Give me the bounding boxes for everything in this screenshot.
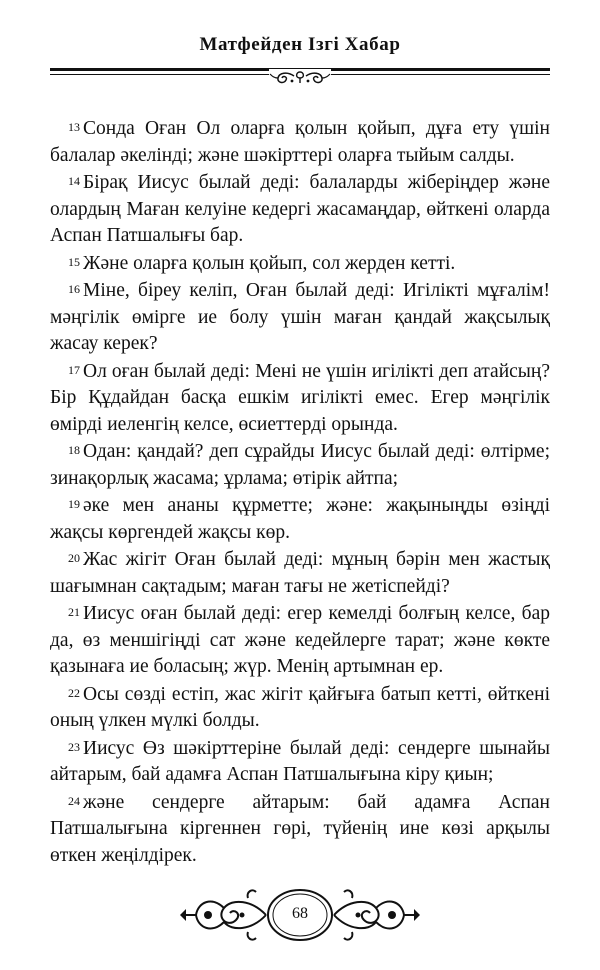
verse: [50, 251, 550, 278]
verse-number: 21: [68, 605, 80, 619]
verse: [50, 116, 550, 169]
verse: [50, 170, 550, 250]
verse-number: 14: [68, 174, 80, 188]
verse-number: 13: [68, 120, 80, 134]
verse-number: 16: [68, 282, 80, 296]
verse-number: 17: [68, 362, 80, 377]
verse-text-body: [50, 116, 550, 870]
verse-text: Иисус оған былай деді: егер кемелді болғың келсе, бар да, өз меншігіңді сат және кедейлерге тарат; және көкте қазынаға ие боласың; жүр. Менің артымнан ер.: [50, 603, 550, 677]
header-ornament-icon: [269, 69, 331, 87]
verse-text: Және оларға қолын қойып, сол жерден кетті.: [83, 252, 456, 274]
verse-text: және сендерге айтарым: бай адамға Аспан Патшалығына кіргеннен гөрі, түйенің ине көзі арқылы өткен жеңілдірек.: [50, 791, 550, 866]
verse: [50, 790, 550, 870]
verse: [50, 601, 550, 681]
verse: [50, 278, 550, 358]
running-header: Матфейден Ізгі Хабар: [199, 34, 401, 55]
verse-number: 22: [68, 685, 80, 700]
verse-text: Осы сөзді естіп, жас жігіт қайғыға батып кетті, өйткені оның үлкен мүлкі болды.: [50, 683, 550, 731]
verse-text: Одан: қандай? деп сұрайды Иисус былай деді: өлтірме; зинақорлық жасама; ұрлама; өтірік айтпа;: [50, 441, 550, 489]
verse-number: 20: [68, 551, 80, 565]
verse-number: 24: [68, 793, 80, 808]
verse: [50, 493, 550, 546]
verse: [50, 359, 550, 439]
verse-number: 19: [68, 497, 80, 511]
verse: [50, 682, 550, 735]
verse-text: Ол оған былай деді: Мені не үшін игілікті деп атайсың? Бір Құдайдан басқа ешкім игілікті емес. Егер мәңгілік өмірді иеленгің келсе, өсиеттерді орында.: [50, 360, 550, 435]
verse-text: әке мен ананы құрметте; және: жақыныңды өзіңді жақсы көргендей жақсы көр.: [50, 495, 550, 543]
verse-text: Иисус Өз шәкірттеріне былай деді: сендерге шынайы айтарым, бай адамға Аспан Патшалығына кіру қиын;: [50, 737, 550, 785]
verse-text: Бірақ Иисус былай деді: балаларды жіберіңдер және олардың Маған келуіне кедергі жасамаңдар, өйткені оларда Аспан Патшалығы бар.: [50, 172, 550, 246]
verse-text: Сонда Оған Ол оларға қолын қойып, дұға ету үшін балалар әкелінді; және шәкірттері оларға тыйым салды.: [50, 118, 550, 166]
verse-number: 23: [68, 739, 80, 754]
verse-number: 15: [68, 254, 80, 269]
verse: [50, 736, 550, 789]
verse: [50, 547, 550, 600]
verse-text: Міне, біреу келіп, Оған былай деді: Игілікті мұғалім! мәңгілік өмірге ие болу үшін маған қандай жақсылық жасау керек?: [50, 280, 550, 354]
verse-text: Жас жігіт Оған былай деді: мұның бәрін мен жастық шағымнан сақтадым; маған тағы не жетіспейді?: [50, 549, 550, 597]
page-number: 68: [292, 905, 308, 922]
verse: [50, 439, 550, 492]
verse-number: 18: [68, 443, 80, 457]
